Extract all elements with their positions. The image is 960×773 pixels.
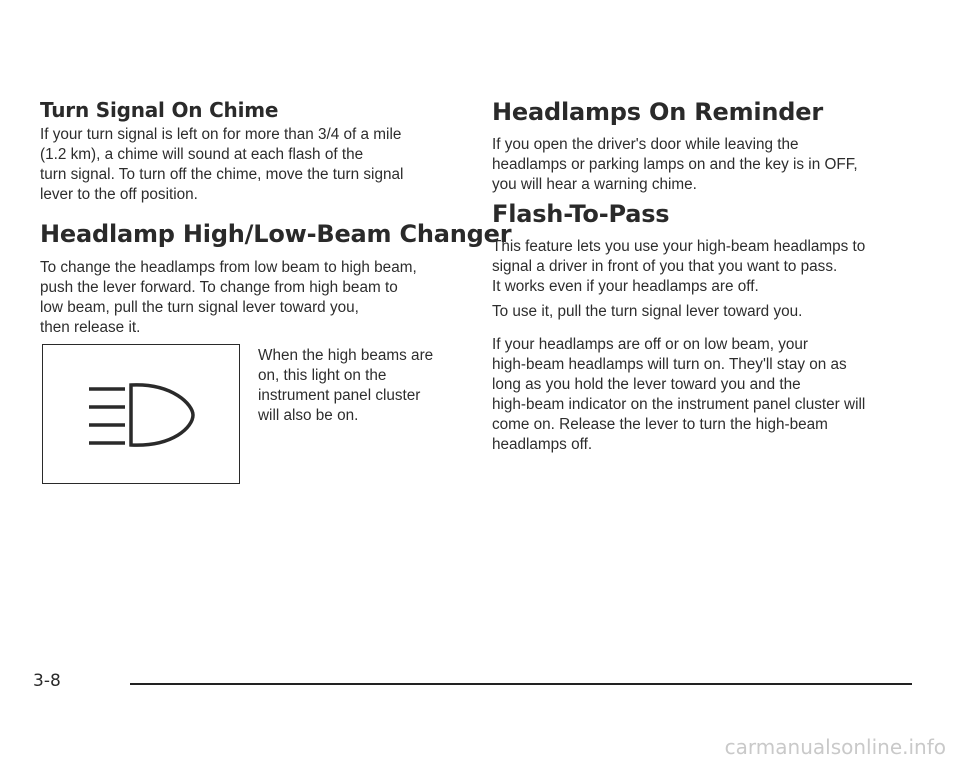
text-line: low beam, pull the turn signal lever toward you, [40, 299, 359, 316]
turn-signal-body [40, 125, 460, 205]
text-line: If you open the driver's door while leaving the [492, 136, 799, 153]
high-beam-indicator-icon [43, 345, 239, 483]
text-line: instrument panel cluster [258, 387, 421, 404]
beam-changer-body [40, 258, 470, 338]
text-line: This feature lets you use your high-beam headlamps to [492, 238, 866, 255]
text-line: If your turn signal is left on for more than 3/4 of a mile [40, 126, 402, 143]
text-line: on, this light on the [258, 367, 387, 384]
text-line: lever to the off position. [40, 186, 198, 203]
text-line: If your headlamps are off or on low beam, your [492, 336, 809, 353]
text-line: (1.2 km), a chime will sound at each flash of the [40, 146, 364, 163]
text-line: headlamps or parking lamps on and the key is in OFF, [492, 156, 858, 173]
text-line: long as you hold the lever toward you and the [492, 376, 801, 393]
text-line: then release it. [40, 319, 141, 336]
flash-to-pass-heading: Flash-To-Pass [492, 200, 670, 228]
flash-to-pass-para1 [492, 237, 922, 297]
text-line: It works even if your headlamps are off. [492, 278, 759, 295]
high-beam-illustration [42, 344, 240, 484]
high-beam-caption [258, 346, 468, 426]
watermark: carmanualsonline.info [724, 735, 946, 759]
reminder-body [492, 135, 922, 195]
text-line: high-beam headlamps will turn on. They'll stay on as [492, 356, 847, 373]
turn-signal-heading: Turn Signal On Chime [40, 98, 279, 122]
text-line: turn signal. To turn off the chime, move the turn signal [40, 166, 404, 183]
text-line: high-beam indicator on the instrument panel cluster will [492, 396, 866, 413]
text-line: headlamps off. [492, 436, 593, 453]
text-line: signal a driver in front of you that you want to pass. [492, 258, 838, 275]
text-line: To change the headlamps from low beam to high beam, [40, 259, 417, 276]
page-number: 3-8 [33, 671, 61, 691]
reminder-heading: Headlamps On Reminder [492, 98, 824, 126]
text-line: will also be on. [258, 407, 359, 424]
text-line: come on. Release the lever to turn the high-beam [492, 416, 828, 433]
text-line: you will hear a warning chime. [492, 176, 697, 193]
text-line: When the high beams are [258, 347, 434, 364]
beam-changer-heading: Headlamp High/Low-Beam Changer [40, 220, 512, 248]
text-line: push the lever forward. To change from high beam to [40, 279, 398, 296]
flash-to-pass-para3 [492, 335, 922, 455]
flash-to-pass-para2 [492, 302, 922, 322]
footer-divider [130, 683, 912, 685]
text-line: To use it, pull the turn signal lever toward you. [492, 303, 803, 320]
